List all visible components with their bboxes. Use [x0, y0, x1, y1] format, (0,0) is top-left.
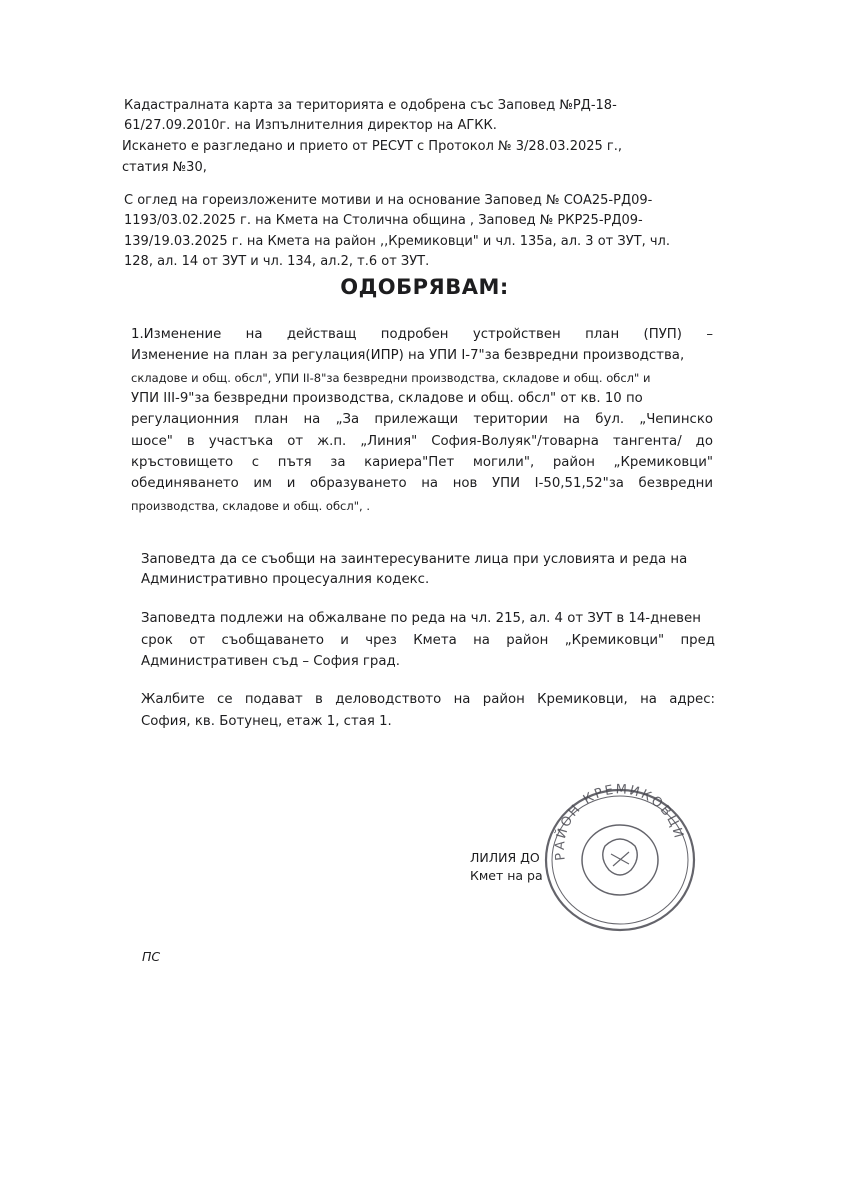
- decision-line: регулационния план на „За прилежащи територии на бул. „Чепинско: [131, 412, 713, 427]
- signatory-name: ЛИЛИЯ ДО: [470, 850, 540, 865]
- notice-line: Заповедта да се съобщи на заинтересуваните лица при условията и реда на: [141, 552, 688, 567]
- decision-line: кръстовището с пътя за кариера"Пет могили", район „Кремиковци": [131, 455, 713, 470]
- decision-line: производства, складове и общ. обсл", .: [131, 499, 370, 513]
- decision-line: 1.Изменение на действащ подробен устройствен план (ПУП) –: [131, 327, 713, 342]
- basis-line: 1193/03.02.2025 г. на Кмета на Столична община , Заповед № РКР25-РД09-: [124, 213, 643, 228]
- basis-line: 128, ал. 14 от ЗУТ и чл. 134, ал.2, т.6 от ЗУТ.: [124, 254, 430, 269]
- stamp-text: РАЙОН КРЕМИКОВЦИ: [552, 782, 687, 862]
- decision-line: обединяването им и образуването на нов УПИ І-50,51,52"за безвредни: [131, 476, 713, 491]
- decision-line: Изменение на план за регулация(ИПР) на УПИ І-7"за безвредни производства,: [131, 348, 685, 363]
- basis-line: С оглед на гореизложените мотиви и на основание Заповед № СОА25-РД09-: [124, 193, 653, 208]
- appeal-line: Заповедта подлежи на обжалване по реда на чл. 215, ал. 4 от ЗУТ в 14-дневен: [141, 611, 701, 626]
- decision-line: шосе" в участъка от ж.п. „Линия" София-Волуяк"/товарна тангента/ до: [131, 434, 713, 449]
- svg-text:РАЙОН КРЕМИКОВЦИ: [553, 782, 686, 861]
- intro-line: 61/27.09.2010г. на Изпълнителния директор на АГКК.: [124, 118, 497, 133]
- author-initials: ПС: [142, 949, 161, 964]
- intro-line: Кадастралната карта за територията е одобрена със Заповед №РД-18-: [124, 98, 617, 113]
- notice-line: Административно процесуалния кодекс.: [141, 572, 430, 587]
- appeal-line: срок от съобщаването и чрез Кмета на район „Кремиковци" пред: [141, 633, 715, 648]
- complaints-line: Жалбите се подават в деловодството на район Кремиковци, на адрес:: [141, 692, 715, 707]
- signatory-role: Кмет на ра: [470, 868, 543, 883]
- official-stamp-icon: [535, 778, 705, 938]
- appeal-line: Административен съд – София град.: [141, 654, 400, 669]
- approval-heading: ОДОБРЯВАМ:: [340, 275, 509, 299]
- decision-line: складове и общ. обсл", УПИ ІІ-8"за безвредни производства, складове и общ. обсл" и: [131, 371, 651, 385]
- decision-line: УПИ ІІІ-9"за безвредни производства, складове и общ. обсл" от кв. 10 по: [131, 391, 643, 406]
- complaints-line: София, кв. Ботунец, етаж 1, стая 1.: [141, 714, 392, 729]
- basis-line: 139/19.03.2025 г. на Кмета на район ,,Кремиковци" и чл. 135а, ал. 3 от ЗУТ, чл.: [124, 234, 670, 249]
- intro-line: статия №30,: [122, 160, 207, 175]
- intro-line: Искането е разгледано и прието от РЕСУТ с Протокол № 3/28.03.2025 г.,: [122, 139, 623, 154]
